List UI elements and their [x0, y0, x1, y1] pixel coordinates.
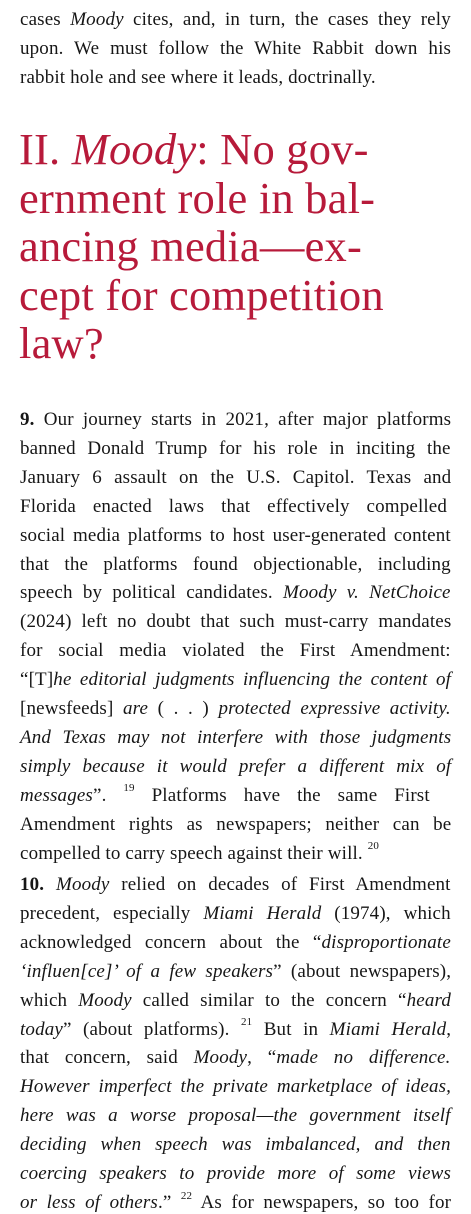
- text-run: And Texas may not interfere with those judgments: [20, 726, 452, 748]
- heading-line: [19, 319, 104, 367]
- text-run: Miami Herald: [203, 902, 322, 924]
- para9-line: [20, 697, 451, 720]
- para9-line: [20, 639, 451, 662]
- text-run: ” (about newspapers),: [273, 960, 452, 982]
- para10-line: [20, 989, 451, 1012]
- text-run: [44, 874, 56, 895]
- para9-line: [20, 726, 451, 749]
- para10-line: [20, 931, 451, 954]
- text-run: deciding when speech was imbalanced, and then: [20, 1134, 451, 1156]
- text-run: precedent, especially: [20, 902, 204, 924]
- intro-line: [20, 66, 376, 89]
- text-run: (2024) left no doubt that such must-carry mandates: [20, 611, 452, 633]
- text-run: Moody: [71, 124, 197, 174]
- footnote-ref: 20: [367, 840, 380, 853]
- para10-line: [20, 1191, 451, 1214]
- para9-line: [20, 437, 451, 460]
- para9-line: [20, 524, 451, 547]
- heading-line: [19, 125, 369, 173]
- para9-line: [20, 581, 451, 604]
- text-run: Moody: [78, 989, 132, 1011]
- para10-line: [20, 1162, 451, 1185]
- para10-line: [20, 1133, 451, 1156]
- text-run: cept for competition: [19, 269, 384, 320]
- text-run: which: [20, 989, 79, 1011]
- text-run: disproportionate: [321, 931, 451, 953]
- text-run: ancing media—ex-: [19, 221, 362, 271]
- text-run: that the platforms found objectionable, including: [20, 553, 451, 575]
- text-run: compelled to carry speech against their will.: [20, 842, 368, 864]
- text-run: acknowledged concern about the “: [20, 931, 322, 953]
- text-run: , “: [247, 1047, 277, 1069]
- para10-line: [20, 902, 451, 925]
- text-run: Moody: [55, 874, 110, 895]
- text-run: are: [122, 698, 149, 719]
- heading-line: [19, 222, 362, 270]
- text-run: (1974), which: [321, 902, 451, 924]
- text-run: 9.: [20, 409, 35, 430]
- text-run: or less of others: [20, 1191, 158, 1213]
- text-run: Our journey starts in 2021, after major platforms: [34, 409, 452, 430]
- text-run: banned Donald Trump for his role in inciting the: [20, 437, 451, 459]
- text-run: January 6 assault on the U.S. Capitol. Texas and: [20, 466, 452, 488]
- para10-line: [20, 1046, 451, 1069]
- text-run: made no difference.: [276, 1047, 451, 1069]
- text-run: “[T]: [20, 669, 54, 691]
- text-run: social media platforms to host user-generated content: [20, 524, 451, 546]
- para9-line: [20, 784, 430, 807]
- para10-line: [20, 1075, 451, 1098]
- text-run: 10.: [20, 874, 45, 895]
- para9-line: [20, 408, 451, 431]
- text-run: cites, and, in turn, the cases they rely: [123, 9, 451, 30]
- para10-line: [20, 1018, 451, 1041]
- text-run: relied on decades of First Amendment: [109, 874, 451, 895]
- para9-line: [20, 553, 451, 576]
- text-run: ” (about platforms).: [62, 1018, 241, 1040]
- text-run: called similar to the concern “: [131, 989, 407, 1011]
- text-run: ( . . ): [148, 698, 219, 719]
- text-run: Platforms have the same First: [134, 784, 430, 806]
- para10-line: [20, 960, 451, 983]
- text-run: he editorial judgments influencing the content of: [53, 669, 452, 691]
- para10-line: [20, 1104, 451, 1127]
- text-run: rabbit hole and see where it leads, doctrinally.: [20, 67, 376, 88]
- text-run: .”: [157, 1191, 181, 1213]
- footnote-ref: 21: [240, 1016, 253, 1029]
- text-run: coercing speakers to provide more of some views: [20, 1163, 452, 1184]
- para10-line: [20, 873, 451, 896]
- heading-line: [19, 174, 375, 222]
- text-run: upon. We must follow the White Rabbit down his: [20, 38, 452, 59]
- text-run: Florida enacted laws that effectively compelled: [20, 495, 448, 517]
- text-run: ,: [446, 1018, 452, 1040]
- text-run: today: [20, 1018, 63, 1040]
- para9-line: [20, 755, 451, 778]
- text-run: [newsfeeds]: [20, 698, 123, 719]
- text-run: simply because it would prefer a different mix of: [20, 755, 452, 777]
- text-run: ”.: [92, 784, 124, 806]
- text-run: messages: [20, 784, 93, 806]
- heading-line: [19, 271, 384, 319]
- text-run: Moody: [193, 1047, 248, 1069]
- text-run: II.: [19, 124, 72, 174]
- text-run: cases: [20, 9, 71, 30]
- text-run: As for newspapers, so too for: [192, 1191, 452, 1213]
- footnote-ref: 19: [123, 782, 135, 795]
- text-run: for social media violated the First Amendment:: [20, 640, 451, 662]
- text-run: : No gov-: [196, 124, 369, 174]
- text-run: Amendment rights as newspapers; neither can be: [20, 813, 452, 835]
- text-run: ‘influen[ce]’ of a few speakers: [20, 960, 274, 982]
- para9-line: [20, 813, 451, 836]
- para9-line: [20, 668, 451, 691]
- para9-line: [20, 495, 447, 518]
- text-run: Miami Herald: [329, 1018, 447, 1040]
- text-run: ernment role in bal-: [19, 172, 376, 223]
- intro-line: [20, 8, 451, 31]
- para9-line: [20, 610, 451, 633]
- para9-line: [20, 842, 379, 865]
- text-run: But in: [252, 1018, 330, 1040]
- para9-line: [20, 466, 451, 489]
- text-run: here was a worse proposal—the government itself: [20, 1105, 451, 1127]
- footnote-ref: 22: [180, 1189, 193, 1202]
- text-run: Moody v. NetChoice: [283, 582, 451, 604]
- text-run: that concern, said: [20, 1047, 194, 1069]
- text-run: Moody: [70, 9, 124, 30]
- text-run: protected expressive activity.: [218, 698, 451, 719]
- text-run: speech by political candidates.: [20, 582, 284, 604]
- intro-line: [20, 37, 451, 60]
- text-run: law?: [19, 318, 104, 368]
- text-run: heard: [406, 989, 451, 1011]
- text-run: However imperfect the private marketplace of ideas,: [20, 1076, 452, 1098]
